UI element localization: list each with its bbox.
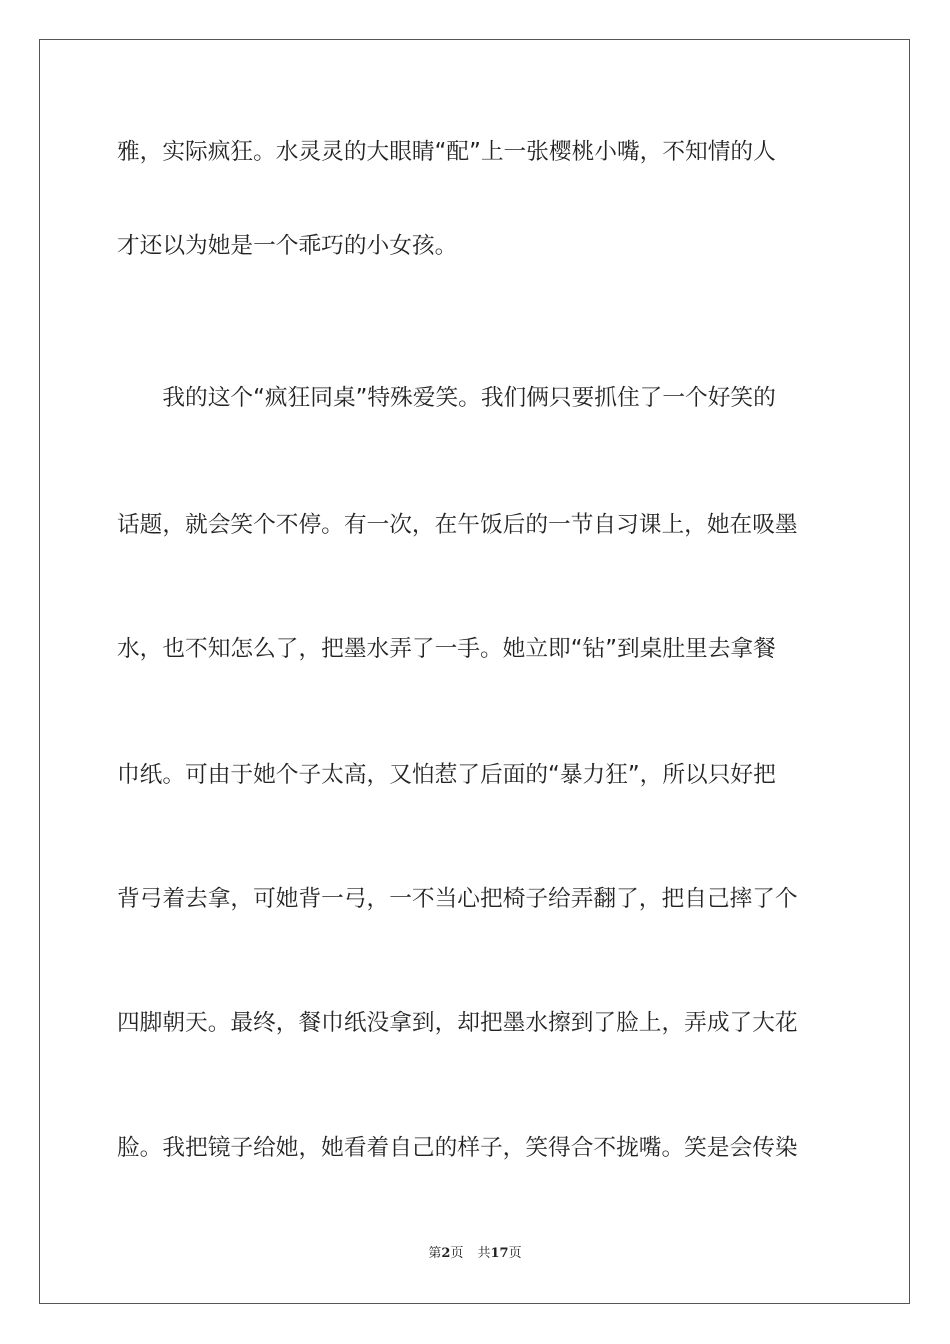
page-footer: [0, 1245, 950, 1263]
page-border: [39, 39, 910, 1304]
page-suffix: 页: [450, 1246, 464, 1261]
body-text-line: 我的这个“疯狂同桌”特殊爱笑。我们俩只要抓住了一个好笑的: [117, 385, 776, 411]
total-prefix: 共: [477, 1246, 491, 1261]
body-text-line: 四脚朝天。最终，餐巾纸没拿到，却把墨水擦到了脸上，弄成了大花: [117, 1010, 798, 1036]
body-text-line: 雅，实际疯狂。水灵灵的大眼睛“配”上一张樱桃小嘴，不知情的人: [117, 139, 776, 165]
body-text-line: 才还以为她是一个乖巧的小女孩。: [117, 233, 458, 259]
page-number: 2: [441, 1246, 451, 1261]
body-text-line: 水，也不知怎么了，把墨水弄了一手。她立即“钻”到桌肚里去拿餐: [117, 636, 776, 662]
total-pages: 17: [490, 1246, 509, 1261]
body-text-line: 脸。我把镜子给她，她看着自己的样子，笑得合不拢嘴。笑是会传染: [117, 1135, 798, 1161]
body-text-line: 话题，就会笑个不停。有一次，在午饭后的一节自习课上，她在吸墨: [117, 512, 798, 538]
body-text-line: 背弓着去拿，可她背一弓，一不当心把椅子给弄翻了，把自己摔了个: [117, 886, 798, 912]
page-prefix: 第: [428, 1246, 442, 1261]
body-text-line: 巾纸。可由于她个子太高，又怕惹了后面的“暴力狂”，所以只好把: [117, 762, 776, 788]
total-suffix: 页: [508, 1246, 522, 1261]
